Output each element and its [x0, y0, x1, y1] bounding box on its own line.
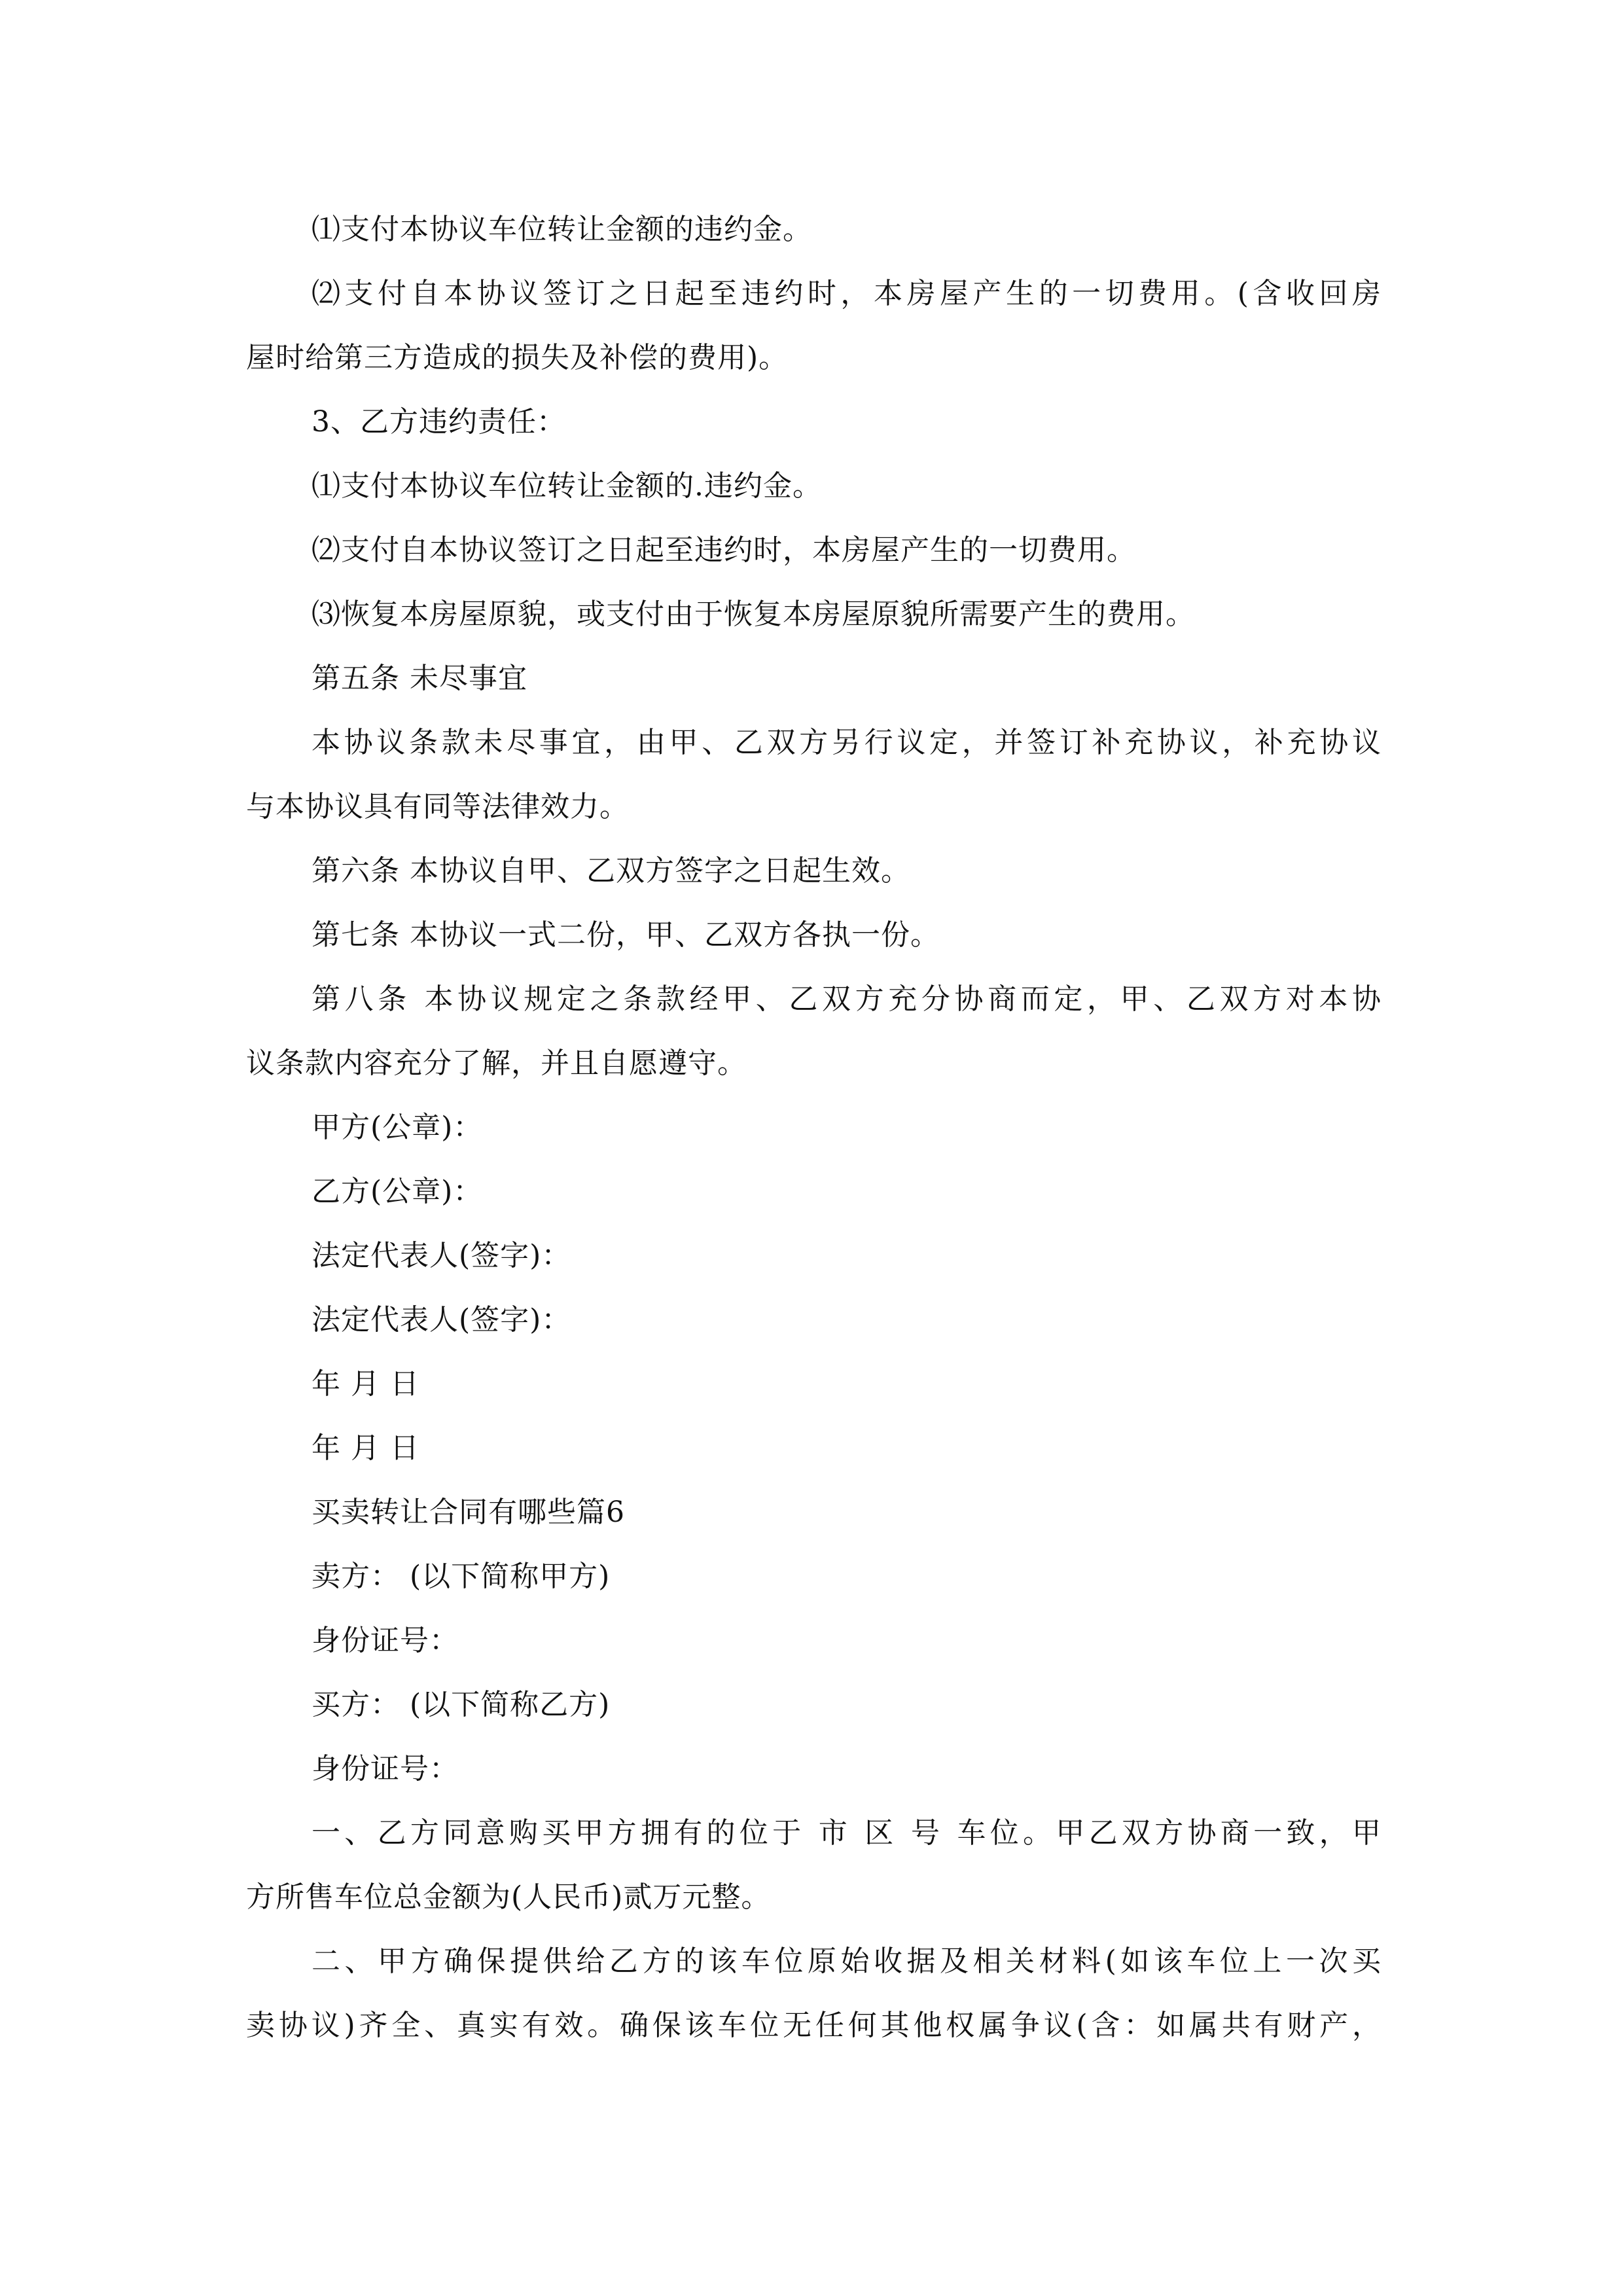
signature-field: 法定代表人(签字)： [312, 1239, 571, 1272]
paragraph-line: 本协议条款未尽事宜，由甲、乙双方另行议定，并签订补充协议，补充协议 [312, 726, 1382, 759]
paragraph-line: 议条款内容充分了解，并且自愿遵守。 [246, 1047, 747, 1080]
paragraph-line: 卖协议)齐全、真实有效。确保该车位无任何其他权属争议(含：如属共有财产， [246, 2009, 1382, 2042]
section-title: 买卖转让合同有哪些篇6 [312, 1496, 625, 1529]
signature-field: 法定代表人(签字)： [312, 1303, 571, 1336]
date-field: 年 月 日 [312, 1367, 419, 1401]
signature-field: 甲方(公章)： [312, 1111, 483, 1144]
date-field: 年 月 日 [312, 1431, 419, 1465]
id-number-field: 身份证号： [312, 1752, 459, 1785]
paragraph-line: ⑵支付自本协议签订之日起至违约时，本房屋产生的一切费用。(含收回房 [312, 277, 1382, 310]
article-line: 第八条 本协议规定之条款经甲、乙双方充分协商而定，甲、乙双方对本协 [312, 982, 1382, 1016]
paragraph-line: 一、乙方同意购买甲方拥有的位于 市 区 号 车位。甲乙双方协商一致，甲 [312, 1816, 1382, 1850]
article-line: 第七条 本协议一式二份，甲、乙双方各执一份。 [312, 918, 940, 952]
party-field: 卖方： (以下简称甲方) [312, 1560, 611, 1593]
party-field: 买方： (以下简称乙方) [312, 1688, 611, 1721]
paragraph-line: 二、甲方确保提供给乙方的该车位原始收据及相关材料(如该车位上一次买 [312, 1945, 1382, 1978]
article-line: 第六条 本协议自甲、乙双方签字之日起生效。 [312, 854, 910, 888]
article-heading: 第五条 未尽事宜 [312, 662, 527, 695]
paragraph-line: 屋时给第三方造成的损失及补偿的费用)。 [246, 341, 789, 374]
paragraph-line: 与本协议具有同等法律效力。 [246, 790, 629, 823]
section-heading: 3、乙方违约责任： [312, 405, 566, 439]
paragraph-line: ⑴支付本协议车位转让金额的违约金。 [312, 213, 812, 246]
paragraph-line: 方所售车位总金额为(人民币)贰万元整。 [246, 1880, 771, 1914]
paragraph-line: ⑴支付本协议车位转让金额的.违约金。 [312, 469, 822, 503]
signature-field: 乙方(公章)： [312, 1175, 483, 1208]
id-number-field: 身份证号： [312, 1624, 459, 1657]
document-body [246, 198, 1382, 2058]
paragraph-line: ⑵支付自本协议签订之日起至违约时，本房屋产生的一切费用。 [312, 533, 1136, 567]
paragraph-line: ⑶恢复本房屋原貌，或支付由于恢复本房屋原貌所需要产生的费用。 [312, 598, 1195, 631]
